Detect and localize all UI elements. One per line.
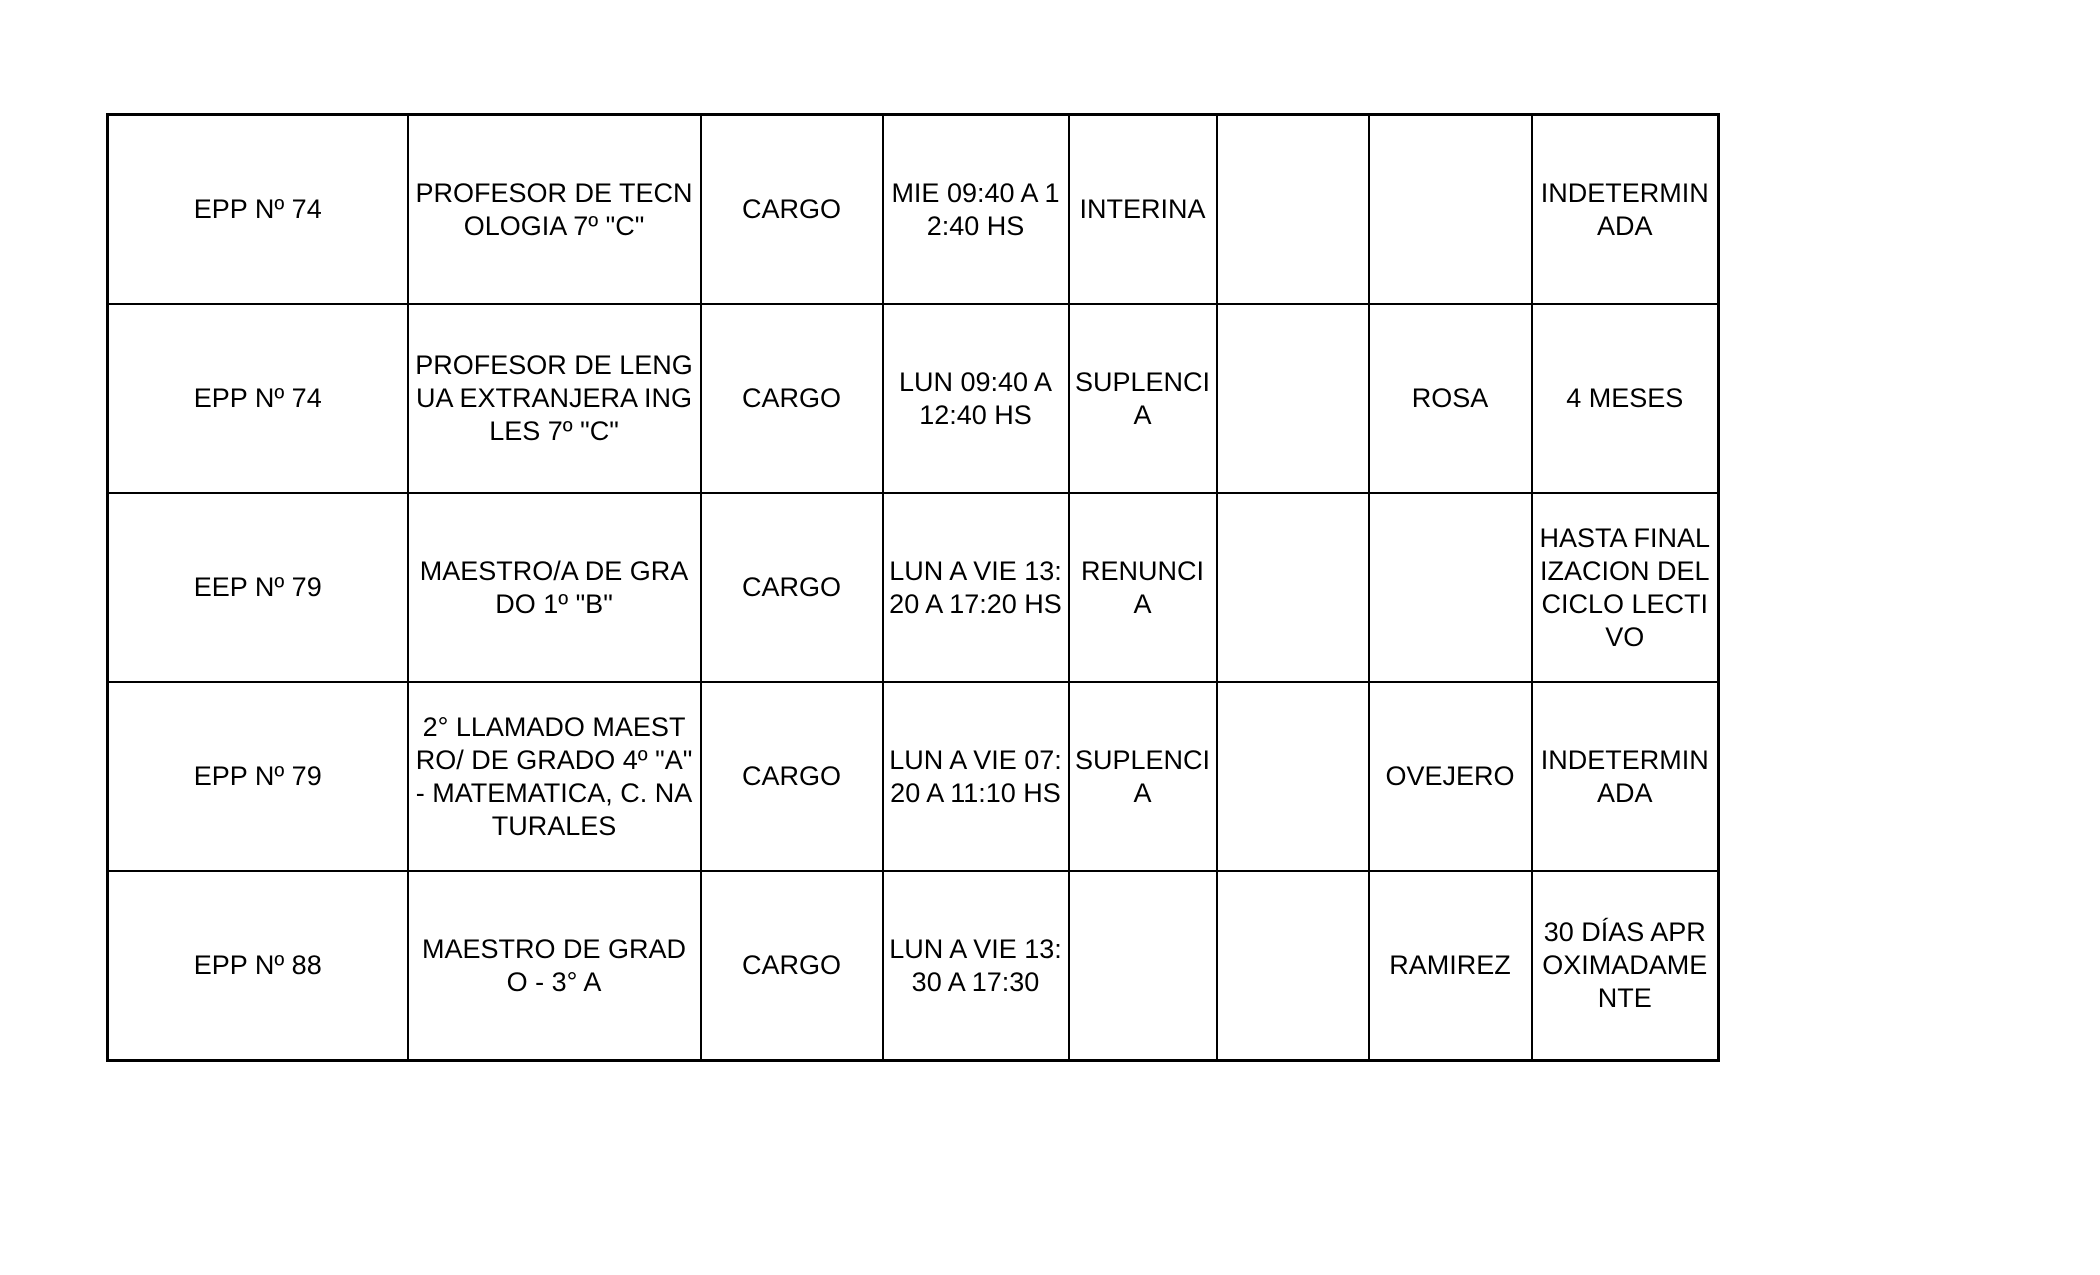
type-cell: CARGO: [701, 493, 883, 682]
teacher-cell: RAMIREZ: [1369, 871, 1532, 1061]
empty-cell: [1217, 304, 1369, 493]
schedule-cell: LUN 09:40 A 12:40 HS: [883, 304, 1069, 493]
type-cell: CARGO: [701, 304, 883, 493]
schedule-cell: LUN A VIE 07:20 A 11:10 HS: [883, 682, 1069, 871]
position-cell: MAESTRO DE GRADO - 3° A: [408, 871, 701, 1061]
table-row: [108, 871, 1719, 1061]
empty-cell: [1217, 871, 1369, 1061]
schedule-cell: LUN A VIE 13:30 A 17:30: [883, 871, 1069, 1061]
duration-cell: INDETERMINADA: [1532, 682, 1719, 871]
status-cell: SUPLENCIA: [1069, 304, 1217, 493]
table-row: [108, 115, 1719, 305]
position-cell: PROFESOR DE LENGUA EXTRANJERA INGLES 7º "C": [408, 304, 701, 493]
status-cell: [1069, 871, 1217, 1061]
empty-cell: [1217, 493, 1369, 682]
empty-cell: [1217, 115, 1369, 305]
type-cell: CARGO: [701, 871, 883, 1061]
duration-cell: 4 MESES: [1532, 304, 1719, 493]
duration-cell: 30 DÍAS APROXIMADAMENTE: [1532, 871, 1719, 1061]
vacancies-table: [106, 113, 1720, 1062]
type-cell: CARGO: [701, 682, 883, 871]
position-cell: PROFESOR DE TECNOLOGIA 7º "C": [408, 115, 701, 305]
table-row: [108, 493, 1719, 682]
teacher-cell: ROSA: [1369, 304, 1532, 493]
teacher-cell: OVEJERO: [1369, 682, 1532, 871]
empty-cell: [1217, 682, 1369, 871]
type-cell: CARGO: [701, 115, 883, 305]
duration-cell: HASTA FINALIZACION DEL CICLO LECTIVO: [1532, 493, 1719, 682]
position-cell: 2° LLAMADO MAESTRO/ DE GRADO 4º "A" - MATEMATICA, C. NATURALES: [408, 682, 701, 871]
school-cell: EPP Nº 74: [108, 304, 408, 493]
status-cell: INTERINA: [1069, 115, 1217, 305]
teacher-cell: [1369, 493, 1532, 682]
status-cell: SUPLENCIA: [1069, 682, 1217, 871]
status-cell: RENUNCIA: [1069, 493, 1217, 682]
position-cell: MAESTRO/A DE GRADO 1º "B": [408, 493, 701, 682]
school-cell: EPP Nº 74: [108, 115, 408, 305]
school-cell: EPP Nº 79: [108, 682, 408, 871]
teacher-cell: [1369, 115, 1532, 305]
schedule-cell: LUN A VIE 13:20 A 17:20 HS: [883, 493, 1069, 682]
table-row: [108, 682, 1719, 871]
duration-cell: INDETERMINADA: [1532, 115, 1719, 305]
table-row: [108, 304, 1719, 493]
school-cell: EEP Nº 79: [108, 493, 408, 682]
schedule-cell: MIE 09:40 A 12:40 HS: [883, 115, 1069, 305]
school-cell: EPP Nº 88: [108, 871, 408, 1061]
